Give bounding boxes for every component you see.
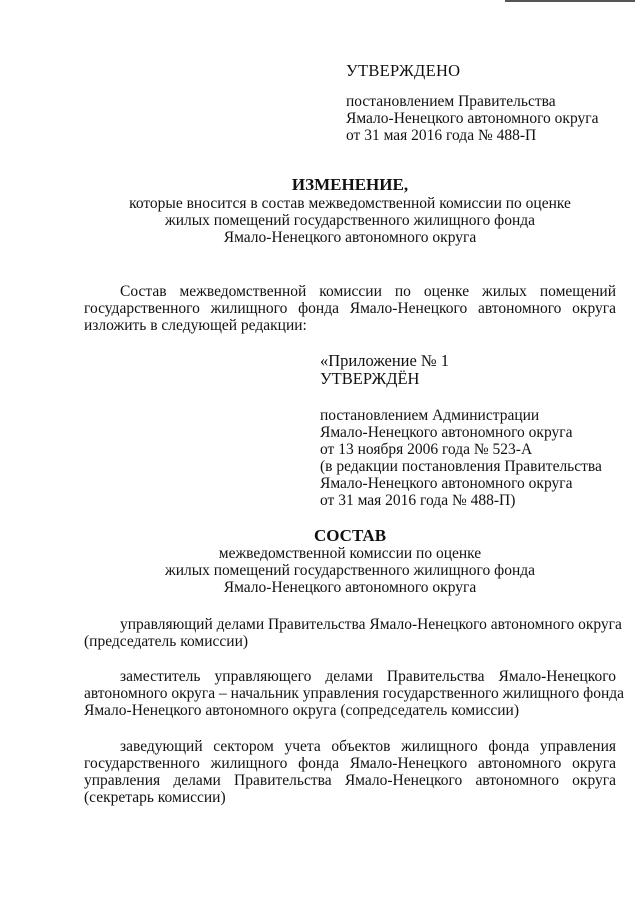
- appendix-number: «Приложение № 1: [320, 351, 450, 370]
- member-secretary-line: управления делами Правительства Ямало-Ненецкого автономного округа: [84, 772, 616, 789]
- top-edge-rule: [505, 0, 635, 2]
- member-chairman-line: (председатель комиссии): [84, 633, 249, 650]
- member-secretary-line: заведующий сектором учета объектов жилищного фонда управления: [120, 738, 616, 755]
- composition-subtitle-line: жилых помещений государственного жилищного фонда: [164, 562, 536, 579]
- change-subtitle-line: жилых помещений государственного жилищного фонда: [164, 212, 536, 229]
- change-subtitle-line: Ямало-Ненецкого автономного округа: [223, 229, 477, 246]
- member-cochairman-line: заместитель управляющего делами Правительства Ямало-Ненецкого: [120, 668, 616, 685]
- member-secretary-line: (секретарь комиссии): [84, 789, 226, 806]
- intro-line: изложить в следующей редакции:: [84, 317, 307, 334]
- approval-line: Ямало-Ненецкого автономного округа: [346, 110, 599, 127]
- approval-line: постановлением Правительства: [346, 93, 556, 110]
- appendix-line: (в редакции постановления Правительства: [320, 458, 602, 475]
- composition-subtitle-line: межведомственной комиссии по оценке: [218, 545, 482, 562]
- appendix-line: Ямало-Ненецкого автономного округа: [320, 475, 573, 492]
- composition-title: СОСТАВ: [313, 526, 387, 545]
- composition-subtitle-line: Ямало-Ненецкого автономного округа: [223, 579, 477, 596]
- change-subtitle-line: которые вносится в состав межведомственной комиссии по оценке: [129, 195, 571, 212]
- appendix-line: Ямало-Ненецкого автономного округа: [320, 424, 573, 441]
- member-secretary-line: государственного жилищного фонда Ямало-Ненецкого автономного округа: [84, 755, 616, 772]
- appendix-line: постановлением Администрации: [320, 407, 540, 424]
- member-chairman-line: управляющий делами Правительства Ямало-Ненецкого автономного округа: [120, 616, 622, 633]
- approval-line: от 31 мая 2016 года № 488-П: [346, 127, 537, 144]
- appendix-line: от 31 мая 2016 года № 488-П): [320, 492, 516, 509]
- intro-line: Состав межведомственной комиссии по оценке жилых помещений: [120, 283, 616, 300]
- appendix-approved: УТВЕРЖДЁН: [320, 369, 420, 388]
- intro-line: государственного жилищного фонда Ямало-Ненецкого автономного округа: [84, 300, 616, 317]
- member-cochairman-line: Ямало-Ненецкого автономного округа (сопредседатель комиссии): [84, 702, 520, 719]
- approval-title: УТВЕРЖДЕНО: [346, 61, 461, 80]
- member-cochairman-line: автономного округа – начальник управления государственного жилищного фонда: [84, 685, 625, 702]
- change-title: ИЗМЕНЕНИЕ,: [291, 175, 409, 194]
- appendix-line: от 13 ноября 2006 года № 523-А: [320, 441, 533, 458]
